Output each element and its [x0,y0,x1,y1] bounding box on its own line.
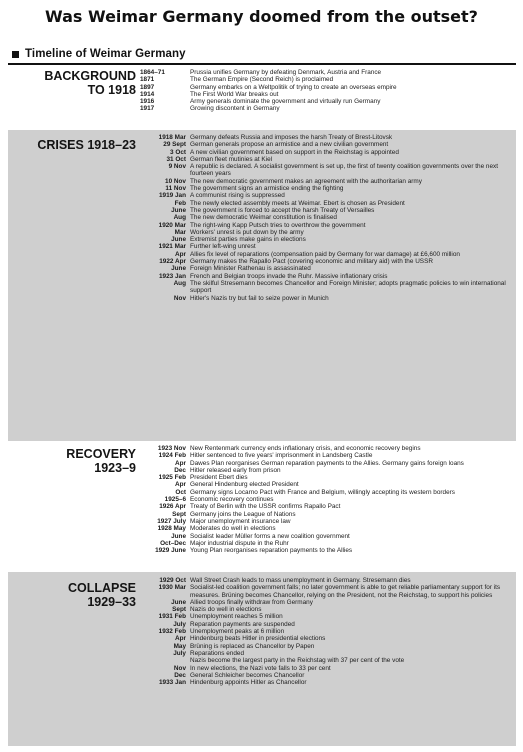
timeline-row [138,525,512,532]
event-date: Sept [172,606,186,614]
section-label [8,138,136,152]
event-description: Moderates do well in elections [190,525,276,533]
event-date: 1864–71 [140,69,165,76]
section-label-line: RECOVERY [66,447,136,461]
event-description: The new democratic government makes an agreement with the authoritarian army [190,177,422,185]
event-date: May [173,642,186,650]
timeline-row [138,606,512,613]
section-label-line: TO 1918 [87,83,136,97]
section-label [8,447,136,475]
event-date: 1916 [140,98,155,106]
timeline-row [138,613,512,620]
timeline-row [138,141,512,148]
event-description: A new civilian government based on support in the Reichstag is appointed [190,148,399,156]
section-label [8,69,136,97]
event-description: Major industrial dispute in the Ruhr [190,539,289,547]
event-date: 1933 Jan [158,679,186,687]
timeline-row [138,251,512,258]
event-description: A republic is declared. A socialist government is set up, the first of twenty coalition governments over the next fourteen years [190,163,498,178]
event-list [138,69,512,113]
event-description: Further left-wing unrest [190,243,256,251]
event-description: The new democratic Weimar constitution is finalised [190,214,337,222]
event-description: Economic recovery continues [190,496,274,504]
event-date: 1927 July [157,517,186,525]
timeline-row [138,229,512,236]
timeline-row [138,481,512,488]
event-description: Germany joins the League of Nations [190,510,296,518]
event-description: Wall Street Crash leads to mass unemployment in Germany. Stresemann dies [190,577,411,584]
timeline-row [138,503,512,510]
event-date: Nov [173,294,186,302]
event-description: Prussia unifies Germany by defeating Denmark, Austria and France [190,69,382,76]
event-date: 1922 Apr [159,258,186,266]
timeline-row [138,91,512,98]
timeline-row [138,84,512,91]
event-description: Allies fix level of reparations (compensation paid by Germany for war damage) at £6,600 million [190,250,460,258]
event-description: The government signs an armistice ending the fighting [190,185,344,193]
event-description: Socialist leader Müller forms a new coalition government [190,532,350,540]
timeline-row [138,200,512,207]
timeline-row [138,207,512,214]
event-date: Apr [174,635,186,643]
event-date: Apr [174,250,186,258]
timeline-row [138,643,512,650]
event-description: Hitler sentenced to five years' imprisonment in Landsberg Castle [190,452,373,460]
timeline-row [138,445,512,452]
event-date: 29 Sept [163,141,186,149]
timeline-row [138,628,512,635]
event-list [138,134,512,302]
event-date: June [171,265,186,273]
event-date: Mar [174,228,186,236]
timeline-row [138,185,512,192]
event-date: 1932 Feb [158,628,186,636]
section-recovery [8,441,516,568]
section-label-line: 1923–9 [94,461,136,475]
timeline-row [138,192,512,199]
event-description: Growing discontent in Germany [190,105,280,113]
timeline-row [138,273,512,280]
event-description: Young Plan reorganises reparation payments to the Allies [190,547,353,555]
timeline-row [138,672,512,679]
event-date: 1929 June [155,547,186,555]
event-description: Nazis become the largest party in the Reichstag with 37 per cent of the vote [190,657,405,665]
event-description: The skilful Stresemann becomes Chancellor and Foreign Minister; adopts pragmatic policies to win international support [190,279,506,295]
event-date: Oct [175,488,186,496]
event-description: Major unemployment insurance law [190,517,291,525]
event-date: Sept [172,510,186,518]
event-date: 1920 Mar [158,221,186,229]
timeline-row [138,265,512,272]
event-date: Apr [174,481,186,489]
event-date: 1925–6 [164,496,186,504]
timeline-row [138,163,512,178]
timeline-row [138,650,512,657]
timeline-row [138,511,512,518]
section-label-line: BACKGROUND [44,69,136,83]
event-date: 1897 [140,83,155,91]
event-description: Allied troops finally withdraw from Germany [190,598,313,606]
timeline-row [138,98,512,105]
event-description: Germany embarks on a Weltpolitik of trying to create an overseas empire [190,83,397,91]
event-date: 1917 [140,105,155,113]
timeline-row [138,76,512,83]
event-description: French and Belgian troops invade the Ruhr. Massive inflationary crisis [190,272,388,280]
event-date: Apr [174,459,186,467]
event-description: Army generals dominate the government and virtually run Germany [190,98,381,106]
timeline-row [138,489,512,496]
timeline-row [138,280,512,295]
timeline-row [138,105,512,112]
event-description: Reparations ended [190,649,245,657]
event-description: German fleet mutinies at Kiel [190,155,273,163]
event-date: 31 Oct [166,155,186,163]
event-description: Brüning is replaced as Chancellor by Papen [190,642,315,650]
event-date: June [171,206,186,214]
event-date: 1919 Jan [158,192,186,200]
timeline-row [138,214,512,221]
timeline-row [138,496,512,503]
event-date: 1926 Apr [159,503,186,511]
timeline-row [138,460,512,467]
timeline-row [138,243,512,250]
event-description: Socialist-led coalition government falls; no later government is able to get reliable parliamentary support for its measures. Brüning becomes Chancellor, relying on the President, not the Reichstag, to support his policies [190,584,501,599]
event-date: June [171,532,186,540]
event-description: Hitler's Nazis try but fail to seize power in Munich [190,294,329,302]
timeline-row [138,540,512,547]
event-description: The government is forced to accept the harsh Treaty of Versailles [190,206,375,214]
section-background [8,67,516,127]
timeline-row [138,474,512,481]
event-description: Hindenburg beats Hitler in presidential elections [190,635,326,643]
event-date: 1925 Feb [158,474,186,482]
timeline-row [138,577,512,584]
section-label-line: 1929–33 [87,595,136,609]
event-list [138,577,512,686]
section-label-line: CRISES 1918–23 [37,138,136,152]
event-description: Reparation payments are suspended [190,620,295,628]
event-description: The right-wing Kapp Putsch tries to overthrow the government [190,221,366,229]
event-date: 1914 [140,90,155,98]
event-date: Aug [173,279,186,287]
event-description: German generals propose an armistice and a new civilian government [190,141,389,149]
timeline-row [138,621,512,628]
timeline-row [138,236,512,243]
section-crises [8,130,516,441]
event-date: 1929 Oct [159,577,186,584]
event-date: 1871 [140,76,155,84]
event-description: The First World War breaks out [190,90,279,98]
timeline-row [138,452,512,459]
event-date: 1923 Nov [157,445,186,452]
heading-rule [8,63,516,65]
timeline-row [138,665,512,672]
event-description: Unemployment peaks at 6 million [190,628,285,636]
event-list [138,445,512,554]
event-date: July [173,620,186,628]
event-date: 1924 Feb [158,452,186,460]
timeline-row [138,467,512,474]
event-date: June [171,236,186,244]
event-date: 1921 Mar [158,243,186,251]
event-date: 10 Nov [165,177,186,185]
timeline-row [138,635,512,642]
event-date: 1923 Jan [158,272,186,280]
event-date: 1930 Mar [158,584,186,592]
event-description: Nazis do well in elections [190,606,262,614]
timeline-row [138,584,512,599]
event-description: Hindenburg appoints Hitler as Chancellor [190,679,307,687]
timeline-row [138,657,512,664]
event-date: Dec [174,466,186,474]
section-label-line: COLLAPSE [67,581,136,595]
timeline-heading-text: Timeline of Weimar Germany [25,48,186,60]
event-date: Nov [173,664,186,672]
event-description: The German Empire (Second Reich) is proclaimed [190,76,334,84]
timeline-row [138,134,512,141]
event-date: 3 Oct [170,148,186,156]
timeline-heading [12,48,186,60]
event-description: A communist rising is suppressed [190,192,285,200]
event-date: Aug [173,214,186,222]
timeline-row [138,547,512,554]
event-description: Germany signs Locarno Pact with France and Belgium, willingly accepting its western borders [190,488,455,496]
timeline-row [138,156,512,163]
event-date: 9 Nov [168,163,186,171]
timeline-row [138,599,512,606]
event-date: 1918 Mar [158,134,186,141]
event-description: Dawes Plan reorganises German reparation payments to the Allies. Germany gains foreign loans [190,459,464,467]
event-date: 1931 Feb [158,613,186,621]
event-description: Workers' unrest is put down by the army [190,228,304,236]
timeline-row [138,69,512,76]
event-description: Germany makes the Rapallo Pact (covering economic and military aid) with the USSR [190,258,433,266]
page-title: Was Weimar Germany doomed from the outset? [45,7,478,26]
event-date: Dec [174,671,186,679]
event-description: General Schleicher becomes Chancellor [190,671,305,679]
timeline-row [138,258,512,265]
event-description: Unemployment reaches 5 million [190,613,283,621]
timeline-row [138,533,512,540]
timeline-row [138,178,512,185]
timeline-row [138,679,512,686]
event-date: 1928 May [157,525,186,533]
event-description: Germany defeats Russia and imposes the harsh Treaty of Brest-Litovsk [190,134,393,141]
event-date: Feb [174,199,186,207]
event-description: Foreign Minister Rathenau is assassinated [190,265,311,273]
event-description: Hitler released early from prison [190,466,281,474]
timeline-row [138,222,512,229]
event-date: July [173,649,186,657]
event-description: President Ebert dies [190,474,248,482]
event-description: In new elections, the Nazi vote falls to 33 per cent [190,664,331,672]
section-label [8,581,136,609]
event-date: Oct–Dec [160,539,186,547]
event-description: General Hindenburg elected President [190,481,299,489]
timeline-row [138,149,512,156]
event-date: June [171,598,186,606]
event-description: Treaty of Berlin with the USSR confirms Rapallo Pact [190,503,341,511]
event-description: New Rentenmark currency ends inflationary crisis, and economic recovery begins [190,445,421,452]
event-date: 11 Nov [165,185,186,193]
event-description: Extremist parties make gains in elections [190,236,306,244]
heading-bullet-square [12,51,19,58]
event-description: The newly elected assembly meets at Weimar. Ebert is chosen as President [190,199,405,207]
section-collapse [8,572,516,746]
timeline-row [138,295,512,302]
timeline-row [138,518,512,525]
timeline-document [6,48,516,748]
